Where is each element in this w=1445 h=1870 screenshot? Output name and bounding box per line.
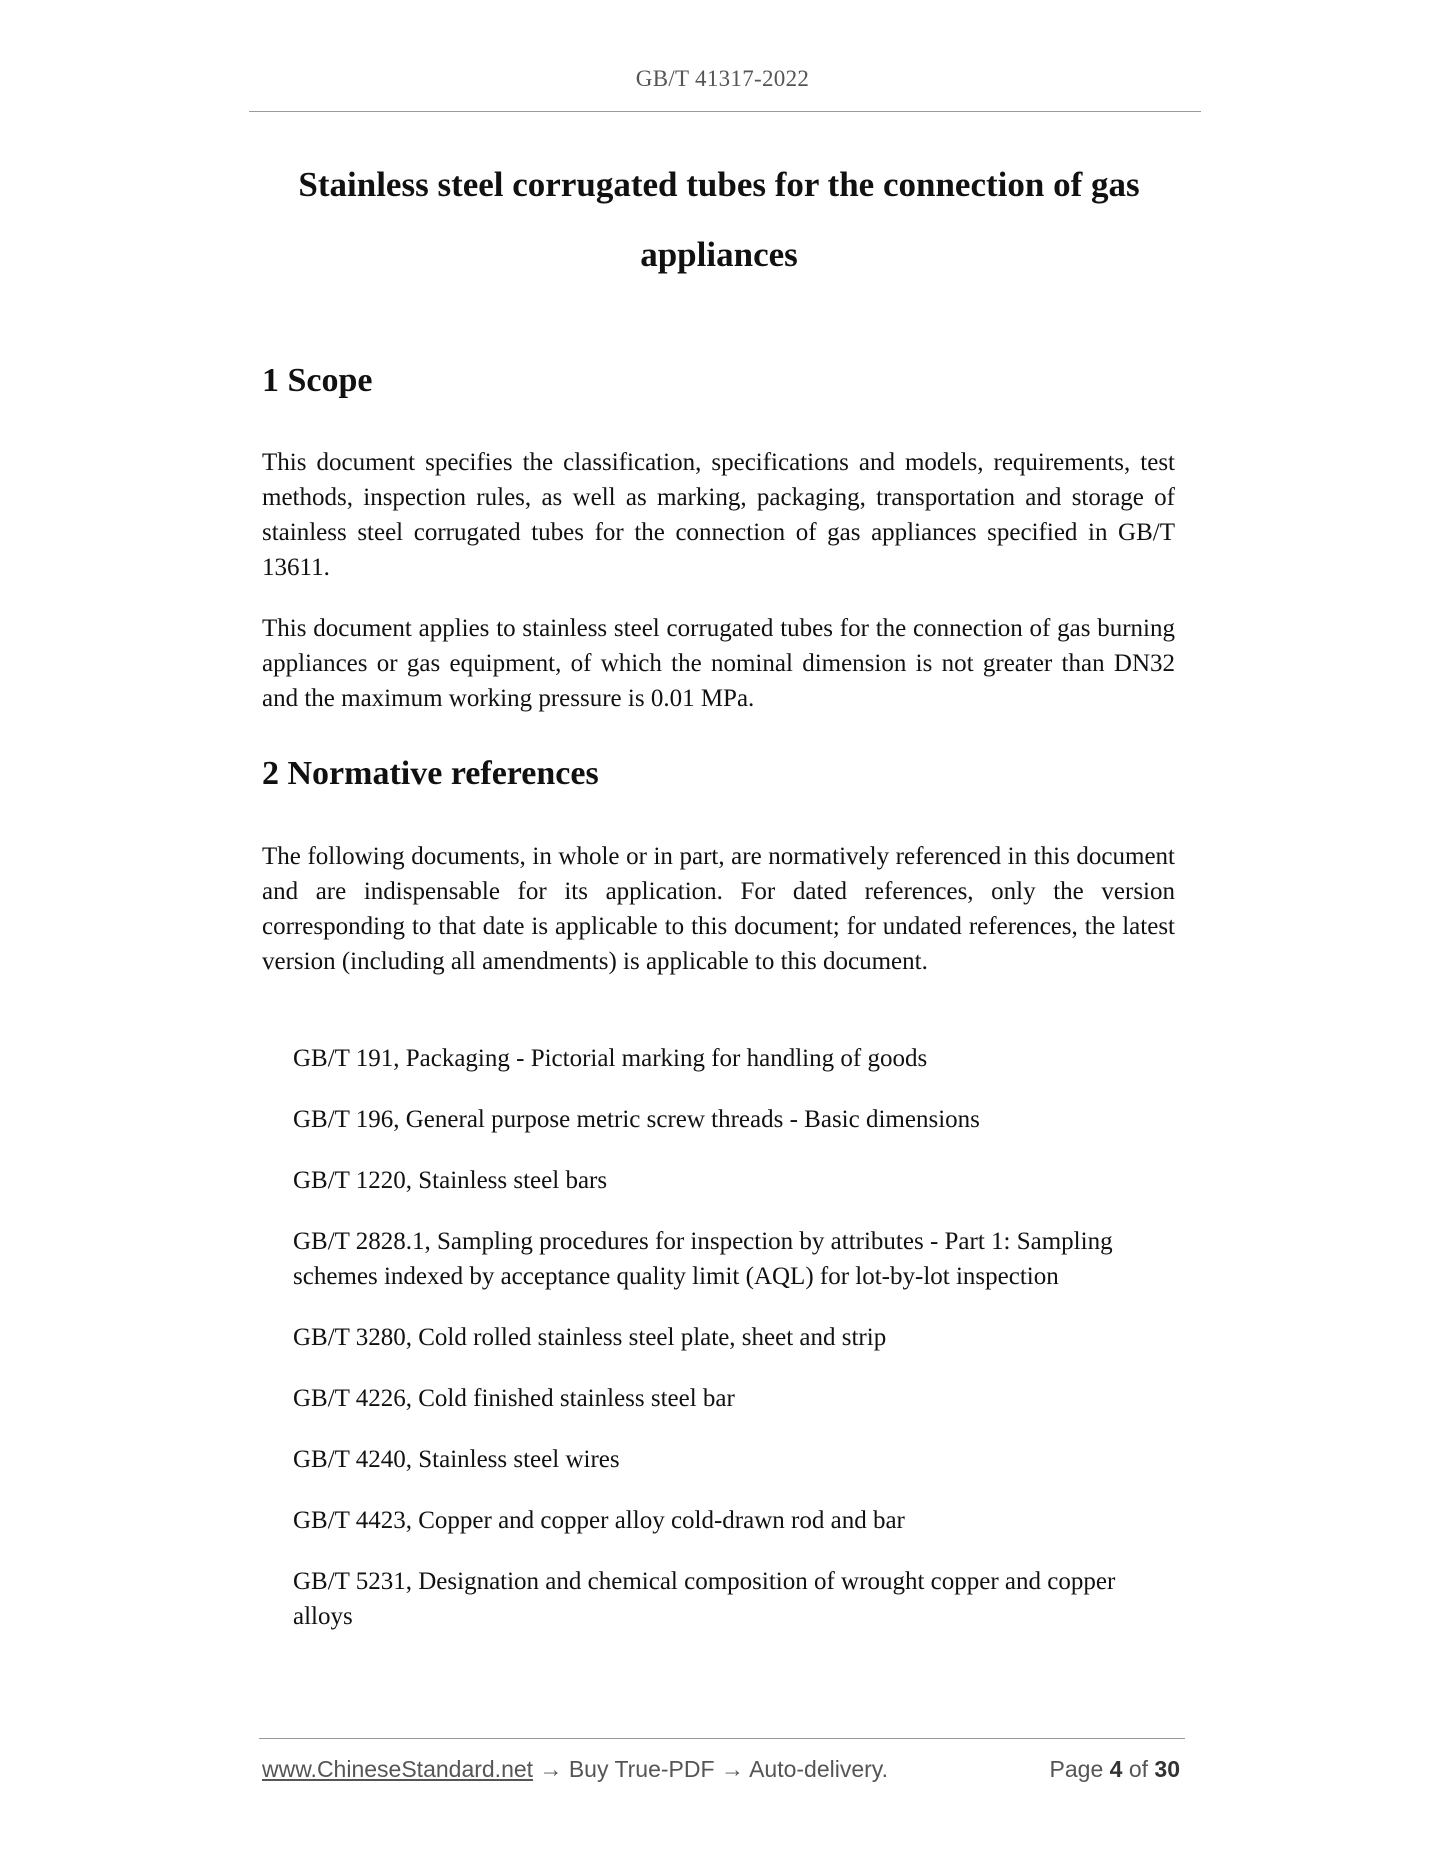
document-title-line-2: appliances	[640, 235, 798, 274]
running-header: GB/T 41317-2022	[635, 66, 810, 91]
document-title	[249, 150, 1189, 290]
page-number	[1050, 1756, 1180, 1783]
footer-divider	[259, 1738, 1185, 1739]
total-pages: 30	[1154, 1756, 1180, 1782]
reference-item: GB/T 191, Packaging - Pictorial marking for handling of goods	[293, 1045, 928, 1072]
footer-links	[262, 1756, 888, 1783]
reference-item: GB/T 4423, Copper and copper alloy cold-drawn rod and bar	[293, 1507, 905, 1534]
scope-paragraph-2: This document applies to stainless steel corrugated tubes for the connection of gas burning appliances or gas equipment, of which the nominal dimension is not greater than DN32 and the maximum working pressure is 0.01 MPa.	[262, 615, 1175, 712]
reference-item: GB/T 196, General purpose metric screw threads - Basic dimensions	[293, 1106, 980, 1133]
header-divider	[249, 111, 1201, 112]
document-title-line-1: Stainless steel corrugated tubes for the connection of gas	[298, 165, 1140, 204]
page-label: Page	[1049, 1756, 1104, 1782]
reference-item: GB/T 4226, Cold finished stainless steel bar	[293, 1385, 735, 1412]
current-page: 4	[1109, 1756, 1123, 1782]
section-heading-scope: 1 Scope	[262, 362, 373, 399]
arrow-right-icon: →	[720, 1756, 744, 1782]
reference-list	[293, 1041, 1175, 1660]
reference-item: GB/T 2828.1, Sampling procedures for inspection by attributes - Part 1: Sampling schemes indexed by acceptance quality limit (AQL) for lot-by-lot inspection	[293, 1228, 1113, 1290]
section-heading-normative-references: 2 Normative references	[262, 755, 599, 792]
reference-item: GB/T 3280, Cold rolled stainless steel plate, sheet and strip	[293, 1324, 887, 1351]
scope-paragraph-1: This document specifies the classification, specifications and models, requirements, test methods, inspection rules, as well as marking, packaging, transportation and storage of stainless steel corrugated tubes for the connection of gas appliances specified in GB/T 13611.	[262, 449, 1175, 581]
page-of-label: of	[1128, 1756, 1149, 1782]
reference-item: GB/T 4240, Stainless steel wires	[293, 1446, 620, 1473]
buy-true-pdf-text: Buy True-PDF	[568, 1756, 715, 1782]
reference-item: GB/T 5231, Designation and chemical composition of wrought copper and copper alloys	[293, 1568, 1116, 1630]
site-link[interactable]: www.ChineseStandard.net	[262, 1756, 534, 1782]
reference-item: GB/T 1220, Stainless steel bars	[293, 1167, 608, 1194]
normative-references-intro: The following documents, in whole or in part, are normatively referenced in this document and are indispensable for its application. For dated references, only the version corresponding to that date is applicable to this document; for undated references, the latest version (including all amendments) is applicable to this document.	[262, 843, 1175, 975]
arrow-right-icon: →	[539, 1756, 563, 1782]
auto-delivery-text: Auto-delivery.	[749, 1756, 888, 1782]
